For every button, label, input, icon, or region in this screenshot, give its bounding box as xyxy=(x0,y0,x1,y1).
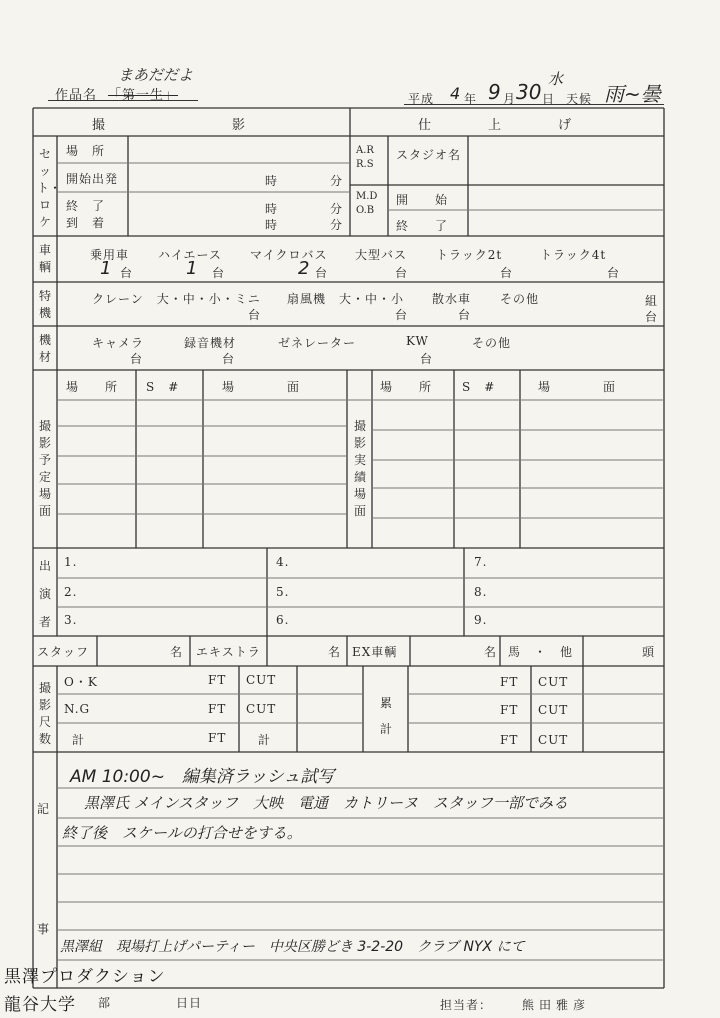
machine-set-unit: 組 xyxy=(645,294,659,308)
staff-name-unit: 名 xyxy=(170,645,184,659)
notes-side-label-1: 記 xyxy=(37,802,51,816)
shooting-heading: 撮 影 xyxy=(92,118,247,133)
studio-label: スタジオ名 xyxy=(396,148,462,162)
equipment-unit-3: 台 xyxy=(420,352,434,366)
weather-value: 雨~曇 xyxy=(604,82,661,106)
cum-ft-2: FT xyxy=(500,703,519,717)
vehicle-label-hiace: ハイエース xyxy=(158,248,222,262)
vehicle-count-microbus: 2 xyxy=(298,258,310,279)
film-row-ng: N.G xyxy=(64,702,91,716)
film-row-ok: O・K xyxy=(64,675,98,689)
equipment-other-label: その他 xyxy=(472,336,512,350)
note-line-3: 終了後 スケールの打合せをする。 xyxy=(62,824,302,842)
actual-scenes-side-label: 撮影実績場面 xyxy=(353,419,366,518)
kw-label: KW xyxy=(406,334,429,348)
weekday: 水 xyxy=(548,70,564,88)
vehicle-label-bus: 大型バス xyxy=(355,248,408,262)
date-year-label: 年 xyxy=(464,92,478,106)
film-ft-2: FT xyxy=(208,702,227,716)
note-line-2: 黒澤氏 メインスタッフ 大映 電通 カトリーヌ スタッフ一部でみる xyxy=(84,794,569,812)
horse-head-unit: 頭 xyxy=(642,645,656,659)
cum-cut-3: CUT xyxy=(538,733,569,747)
camera-label: キャメラ xyxy=(92,336,145,350)
machines-other-label: その他 xyxy=(500,292,540,306)
extra-name-unit: 名 xyxy=(328,645,342,659)
film-cut-1: CUT xyxy=(246,673,277,687)
date-month-label: 月 xyxy=(503,92,517,106)
hour-label-1: 時 xyxy=(265,174,279,188)
planned-col-place: 場 所 xyxy=(66,380,119,394)
water-truck-label: 散水車 xyxy=(432,292,472,306)
start-departure-label: 開始出発 xyxy=(66,172,119,186)
vehicle-unit-6: 台 xyxy=(607,266,621,280)
film-ft-3: FT xyxy=(208,731,227,745)
film-row-total: 計 xyxy=(72,733,86,747)
vehicle-label-truck2: トラック2t xyxy=(436,248,503,262)
cast-number-5: 5. xyxy=(276,585,290,599)
planned-scenes-side-label: 撮影予定場面 xyxy=(38,419,51,518)
vehicle-count-hiace: 1 xyxy=(186,258,198,279)
finish-label: 終 了 xyxy=(396,219,449,233)
person-in-charge-name: 熊田雅彦 xyxy=(522,998,591,1012)
cum-ft-1: FT xyxy=(500,675,519,689)
cast-number-7: 7. xyxy=(474,555,488,569)
date-day: 30 xyxy=(516,80,542,104)
staff-label: スタッフ xyxy=(37,645,90,659)
actual-col-scene: 場 面 xyxy=(538,380,617,394)
cum-cut-2: CUT xyxy=(538,703,569,717)
footer-date: 日日 xyxy=(176,996,203,1010)
ar-rs-label: A.R R.S xyxy=(356,145,374,170)
person-in-charge-label: 担当者： xyxy=(440,998,493,1012)
machines-side-label: 特機 xyxy=(38,289,51,320)
watermark-line-2: 龍谷大学 xyxy=(4,995,76,1015)
sound-equipment-label: 録音機材 xyxy=(184,336,237,350)
cast-number-2: 2. xyxy=(64,585,78,599)
crane-label: クレーン 大・中・小・ミニ xyxy=(92,292,261,306)
actual-col-s: S # xyxy=(462,380,496,394)
planned-col-scene: 場 面 xyxy=(222,380,301,394)
finishing-heading: 仕 上 げ xyxy=(418,118,573,133)
start-label: 開 始 xyxy=(396,193,449,207)
hour-label-3: 時 xyxy=(265,218,279,232)
minute-label-2: 分 xyxy=(330,202,344,216)
equipment-unit-1: 台 xyxy=(130,352,144,366)
vehicle-unit-5: 台 xyxy=(500,266,514,280)
vehicle-label-microbus: マイクロバス xyxy=(250,248,328,262)
vehicle-label-truck4: トラック4t xyxy=(540,248,607,262)
minute-label-3: 分 xyxy=(330,218,344,232)
extra-label: エキストラ xyxy=(196,645,261,659)
vehicle-unit-2: 台 xyxy=(212,266,226,280)
film-ft-1: FT xyxy=(208,673,227,687)
cast-number-3: 3. xyxy=(64,613,78,627)
note-line-bottom: 黒澤組 現場打上げパーティー 中央区勝どき 3-2-20 クラブ NYX にて xyxy=(60,939,525,955)
date-day-label: 日 xyxy=(542,92,556,106)
date-month: 9 xyxy=(488,80,501,104)
end-label: 終 了 xyxy=(66,199,106,213)
machine-unit-1: 台 xyxy=(248,308,262,322)
vehicle-unit-4: 台 xyxy=(395,266,409,280)
md-ob-label: M.D O.B xyxy=(356,191,378,216)
horse-label: 馬 ・ 他 xyxy=(508,645,574,659)
arrival-label: 到 着 xyxy=(66,216,106,230)
cast-number-1: 1. xyxy=(64,555,78,569)
cast-number-9: 9. xyxy=(474,613,488,627)
work-title-handwritten: まあだだよ xyxy=(118,66,194,84)
machine-unit-2: 台 xyxy=(395,308,409,322)
film-cut-2: CUT xyxy=(246,702,277,716)
cast-number-8: 8. xyxy=(474,585,488,599)
vehicle-label-car: 乗用車 xyxy=(90,248,130,262)
footer-dept: 部 xyxy=(98,996,112,1010)
vehicle-unit-1: 台 xyxy=(120,266,134,280)
vehicles-side-label: 車輌 xyxy=(38,243,51,274)
actual-col-place: 場 所 xyxy=(380,380,433,394)
equipment-unit-2: 台 xyxy=(222,352,236,366)
cast-side-label: 出演者 xyxy=(38,559,51,629)
work-title-value: 「第一生」 xyxy=(108,88,179,103)
date-era: 平成 xyxy=(408,92,435,106)
wind-machine-label: 扇風機 大・中・小 xyxy=(287,292,405,306)
work-title-label: 作品名 xyxy=(55,88,98,103)
film-total-right: 計 xyxy=(258,733,272,747)
weather-label: 天候 xyxy=(566,92,593,106)
place-label: 場 所 xyxy=(66,144,106,158)
machine-unit-4: 台 xyxy=(645,310,659,324)
cast-number-4: 4. xyxy=(276,555,290,569)
generator-label: ゼネレーター xyxy=(278,336,357,350)
ex-vehicle-name-unit: 名 xyxy=(484,645,498,659)
planned-col-s: S # xyxy=(146,380,180,394)
cumulative-label: 累計 xyxy=(379,696,392,736)
equipment-side-label: 機材 xyxy=(38,333,51,364)
watermark-line-1: 黒澤プロダクション xyxy=(4,967,166,987)
machine-unit-3: 台 xyxy=(458,308,472,322)
notes-side-label-2: 事 xyxy=(37,922,51,936)
minute-label-1: 分 xyxy=(330,174,344,188)
cast-number-6: 6. xyxy=(276,613,290,627)
hour-label-2: 時 xyxy=(265,202,279,216)
cum-cut-1: CUT xyxy=(538,675,569,689)
vehicle-count-car: 1 xyxy=(100,258,112,279)
cum-ft-3: FT xyxy=(500,733,519,747)
note-line-1: AM 10:00~ 編集済ラッシュ試写 xyxy=(70,767,335,787)
set-loca-side-label: セット・ロケ xyxy=(37,147,62,229)
ex-vehicle-label: EX車輌 xyxy=(352,645,398,659)
date-year: 4 xyxy=(450,84,461,103)
film-side-label: 撮影尺数 xyxy=(38,681,51,746)
vehicle-unit-3: 台 xyxy=(315,266,329,280)
